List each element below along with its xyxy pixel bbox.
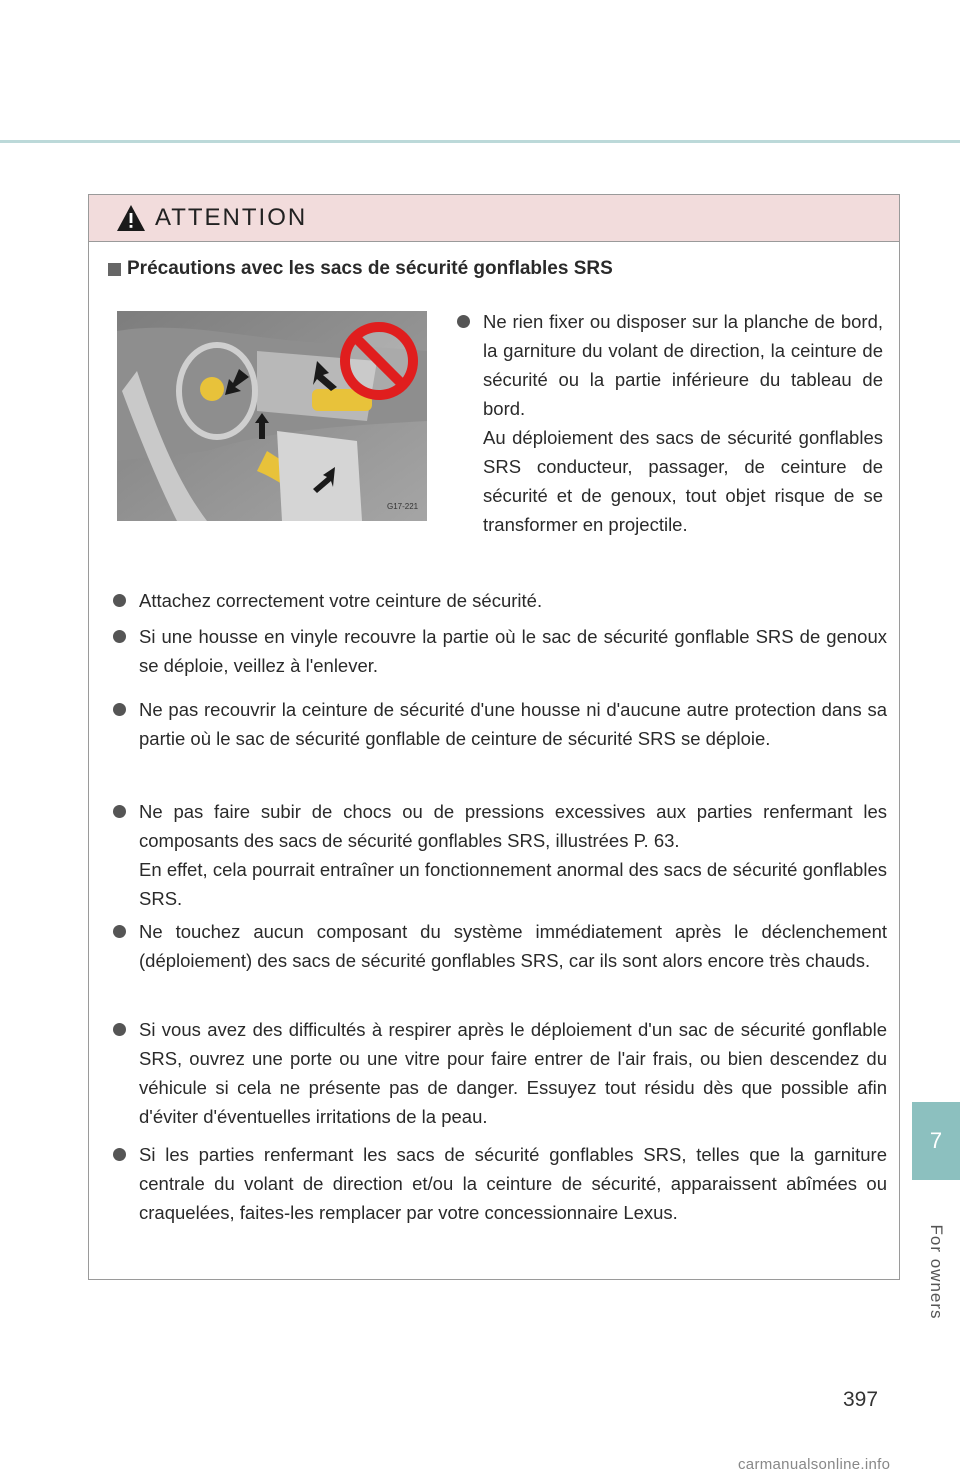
bullet-dot-icon xyxy=(113,805,126,818)
bullet-text: Si une housse en vinyle recouvre la partie où le sac de sécurité gonflable SRS de genoux se déploie, veillez à l'enlever. xyxy=(139,626,887,676)
chapter-tab[interactable] xyxy=(912,1102,960,1180)
bullet-text: Au déploiement des sacs de sécurité gonflables SRS conducteur, passager, de ceinture de sécurité et de genoux, tout objet risque de se transformer en projectile. xyxy=(483,427,883,535)
caution-box xyxy=(88,194,900,1280)
chapter-label: For owners xyxy=(927,1224,946,1320)
bullet-text: Ne pas recouvrir la ceinture de sécurité d'une housse ni d'aucune autre protection dans sa partie où le sac de sécurité gonflable de ceinture de sécurité SRS se déploie. xyxy=(139,699,887,749)
photo-code: G17-221 xyxy=(387,502,419,511)
bullet-dot-icon xyxy=(113,703,126,716)
caution-header xyxy=(89,195,899,242)
bullet-item xyxy=(483,307,883,539)
section-heading xyxy=(108,258,613,280)
bullet-item xyxy=(139,797,887,913)
bullet-item xyxy=(139,917,887,975)
top-rule xyxy=(0,140,960,143)
bullet-dot-icon xyxy=(113,1148,126,1161)
bullet-text: En effet, cela pourrait entraîner un fonctionnement anormal des sacs de sécurité gonflables SRS. xyxy=(139,859,887,909)
section-heading-text: Précautions avec les sacs de sécurité gonflables SRS xyxy=(127,258,613,279)
bullet-item xyxy=(139,586,887,615)
airbag-illustration xyxy=(117,311,427,521)
bullet-item xyxy=(139,695,887,753)
bullet-text: Ne rien fixer ou disposer sur la planche de bord, la garniture du volant de direction, la ceinture de sécurité ou la partie inférieure du tableau de bord. xyxy=(483,311,883,419)
warning-triangle-icon xyxy=(115,203,147,233)
watermark: carmanualsonline.info xyxy=(738,1456,891,1473)
bullet-dot-icon xyxy=(113,925,126,938)
page-number: 397 xyxy=(843,1388,879,1411)
bullet-dot-icon xyxy=(113,1023,126,1036)
prohibition-icon xyxy=(345,327,413,395)
caution-title: ATTENTION xyxy=(155,204,308,231)
bullet-text: Si vous avez des difficultés à respirer après le déploiement d'un sac de sécurité gonflable SRS, ouvrez une porte ou une vitre pour faire entrer de l'air frais, ou bien descendez du véhicule si cela ne présente pas de danger. Essuyez tout résidu dès que possible afin d'éviter d'éventuelles irritations de la peau. xyxy=(139,1019,887,1127)
bullet-dot-icon xyxy=(113,630,126,643)
chapter-number: 7 xyxy=(929,1128,943,1153)
bullet-item xyxy=(139,622,887,680)
bullet-item xyxy=(139,1015,887,1131)
bullet-text: Si les parties renfermant les sacs de sécurité gonflables SRS, telles que la garniture centrale du volant de direction et/ou la ceinture de sécurité, apparaissent abîmées ou craquelées, faites-les remplacer par votre concessionnaire Lexus. xyxy=(139,1144,887,1223)
bullet-dot-icon xyxy=(457,315,470,328)
square-bullet-icon xyxy=(108,263,121,276)
bullet-text: Ne pas faire subir de chocs ou de pressions excessives aux parties renfermant les composants des sacs de sécurité gonflables SRS, illustrées P. 63. xyxy=(139,801,887,851)
bullet-text: Attachez correctement votre ceinture de sécurité. xyxy=(139,590,543,611)
bullet-text: Ne touchez aucun composant du système immédiatement après le déclenchement (déploiement) des sacs de sécurité gonflables SRS, car ils sont alors encore très chauds. xyxy=(139,921,887,971)
bullet-item xyxy=(139,1140,887,1227)
bullet-dot-icon xyxy=(113,594,126,607)
